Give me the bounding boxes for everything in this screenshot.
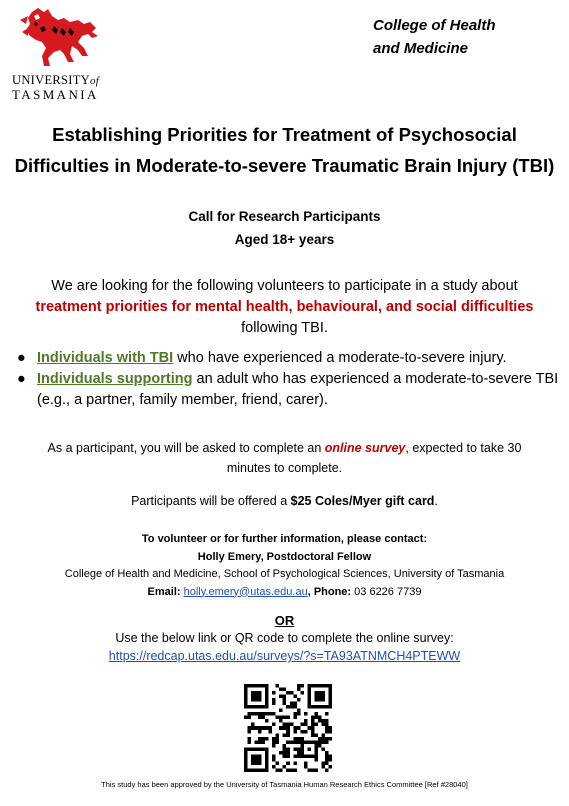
tasmanian-tiger-crest-logo (18, 6, 106, 72)
survey-emphasis: online survey (324, 441, 406, 455)
intro-line1: We are looking for the following volunteers to participate in a study about (51, 278, 518, 294)
phone-label: , Phone: (307, 585, 355, 598)
gift-card-info (0, 492, 569, 510)
volunteer-list (15, 348, 565, 411)
bullet-icon: ● (17, 350, 26, 366)
university-logo (10, 6, 118, 103)
qr-code-icon[interactable] (244, 684, 332, 772)
contact-affiliation: College of Health and Medicine, School of Psychological Sciences, University of Tasmania (64, 568, 505, 580)
gift-after: . (434, 494, 438, 508)
email-label: Email: (147, 585, 184, 598)
intro-highlight: treatment priorities for mental health, behavioural, and social difficulties (35, 299, 534, 315)
ethics-approval: This study has been approved by the University of Tasmania Human Research Ethics Committee [Ref #28040] (101, 780, 468, 789)
survey-after: , expected to take 30 minutes to complete. (226, 441, 522, 475)
bullet-label: Individuals supporting (37, 371, 193, 387)
call-line1: Call for Research Participants (188, 209, 381, 224)
study-title-line2: Difficulties in Moderate-to-severe Traumatic Brain Injury (TBI) (14, 155, 555, 176)
college-name-line2: and Medicine (373, 40, 469, 57)
bullet-text: an adult who has experienced a moderate-to-severe TBI (e.g., a partner, family member, friend, carer). (37, 371, 559, 408)
survey-link[interactable]: https://redcap.utas.edu.au/surveys/?s=TA93ATNMCH4PTEWW (108, 649, 461, 663)
bullet-label: Individuals with TBI (37, 350, 174, 366)
survey-info (0, 438, 569, 478)
call-line2: Aged 18+ years (234, 232, 335, 247)
university-name-line1: UNIVERSITYof (12, 73, 100, 87)
online-survey (0, 629, 569, 665)
bullet-icon: ● (17, 371, 26, 387)
list-item (15, 369, 565, 411)
email-link[interactable]: holly.emery@utas.edu.au (183, 585, 308, 598)
college-name-line1: College of Health (373, 17, 496, 34)
contact-name: Holly Emery, Postdoctoral Fellow (197, 550, 372, 563)
intro-line3: following TBI. (241, 320, 328, 336)
college-name (373, 14, 558, 60)
gift-amount: $25 Coles/Myer gift card (290, 494, 435, 508)
intro-paragraph (0, 276, 569, 339)
university-name-line2: TASMANIA (12, 87, 99, 102)
or-divider: OR (274, 613, 295, 628)
gift-before: Participants will be offered a (131, 494, 291, 508)
contact-heading: To volunteer or for further information, please contact: (141, 533, 428, 545)
contact-block (0, 531, 569, 601)
phone-number: 03 6226 7739 (354, 585, 422, 598)
survey-before: As a participant, you will be asked to complete an (47, 441, 325, 455)
online-instruction: Use the below link or QR code to complete the online survey: (115, 631, 454, 645)
call-for-participants (0, 205, 569, 251)
bullet-text: who have experienced a moderate-to-severe injury. (173, 350, 507, 366)
study-title-line1: Establishing Priorities for Treatment of Psychosocial (52, 124, 517, 145)
list-item (15, 348, 565, 369)
study-title (0, 119, 569, 181)
contact-details (0, 584, 569, 602)
